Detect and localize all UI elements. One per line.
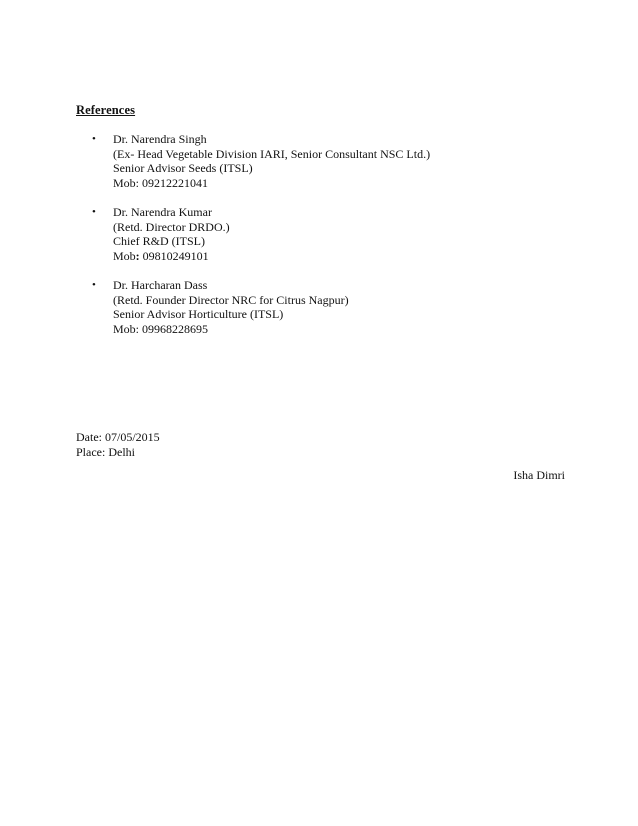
mobile-separator: : [135,175,140,190]
reference-name: Dr. Narendra Kumar [113,204,212,219]
bullet-icon: • [92,205,96,218]
signature-name: Isha Dimri [513,468,565,482]
reference-mobile [113,322,572,337]
reference-item [92,132,572,190]
mobile-number: 09810249101 [139,248,209,263]
references-list [92,132,572,351]
mobile-number: 09212221041 [139,175,209,190]
bullet-icon: • [92,133,96,145]
reference-detail: (Ex- Head Vegetable Division IARI, Senior Consultant NSC Ltd.) [113,146,431,161]
mobile-number: 09968228695 [139,321,209,336]
mobile-label: Mob [113,175,136,190]
date-line: Date: 07/05/2015 [76,430,160,444]
mobile-label: Mob [113,321,136,336]
mobile-separator: : [135,321,140,336]
reference-name: Dr. Harcharan Dass [113,277,208,292]
reference-mobile [113,176,572,191]
date-place-block [76,430,160,459]
bullet-icon: • [92,278,96,291]
reference-detail: (Retd. Director DRDO.) [113,219,230,234]
reference-detail: Chief R&D (ITSL) [113,234,205,249]
references-heading: References [76,103,136,117]
mobile-separator: : [135,248,140,263]
reference-detail: Senior Advisor Seeds (ITSL) [113,161,253,176]
reference-detail: (Retd. Founder Director NRC for Citrus Nagpur) [113,292,349,307]
mobile-label: Mob [113,248,136,263]
reference-mobile [113,249,572,264]
reference-name: Dr. Narendra Singh [113,132,207,146]
reference-item [92,205,572,263]
reference-detail: Senior Advisor Horticulture (ITSL) [113,307,284,322]
reference-item [92,278,572,336]
place-line: Place: Delhi [76,444,135,459]
